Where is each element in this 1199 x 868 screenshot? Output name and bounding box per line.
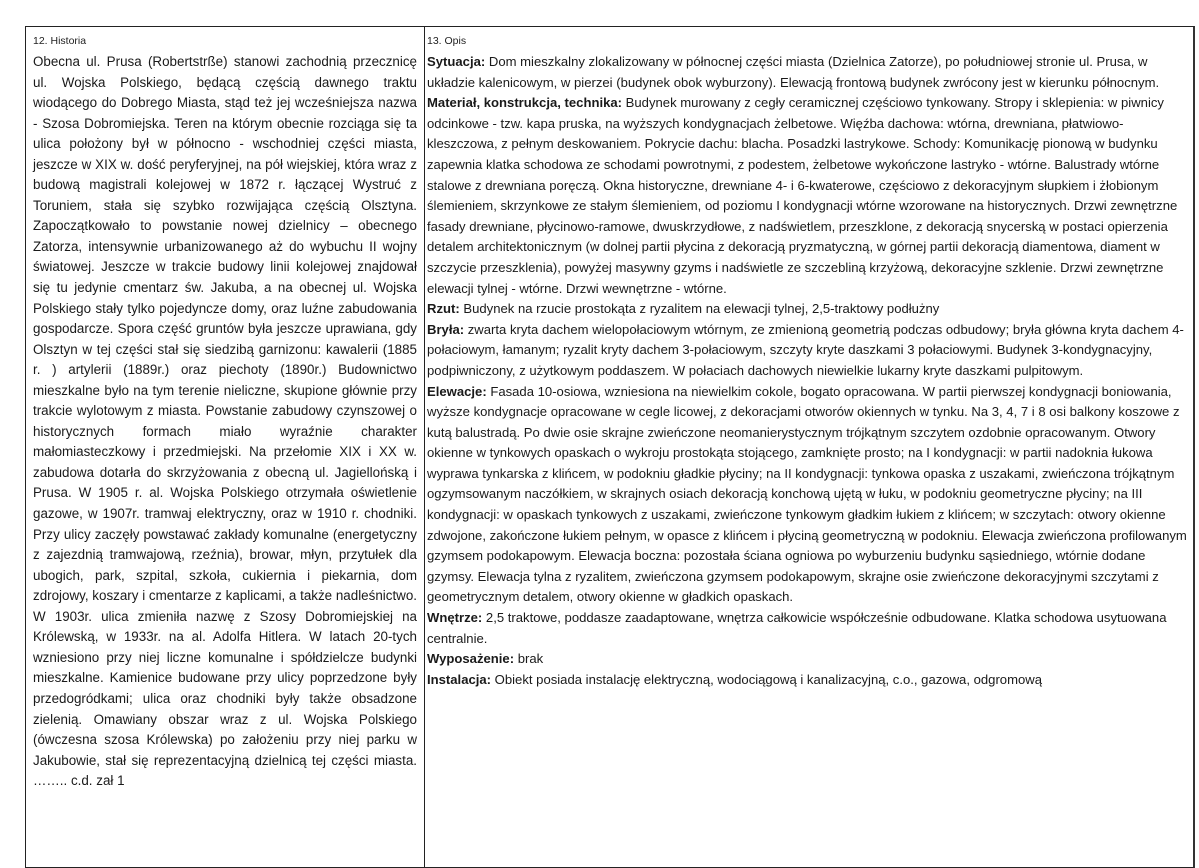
section-wyposazenie: [427, 649, 1190, 670]
section-wnetrze: [427, 608, 1190, 649]
section-sytuacja: [427, 52, 1190, 93]
section-label: Sytuacja:: [427, 54, 486, 69]
section-label: Wyposażenie:: [427, 651, 515, 667]
column-divider: [424, 26, 425, 867]
section-text: 2,5 traktowe, poddasze zaadaptowane, wnętrza całkowicie współcześnie odbudowane. Klatka schodowa usytuowana centralnie.: [427, 610, 1167, 646]
section-rzut: [427, 299, 1190, 320]
section-text: Budynek murowany z cegły ceramicznej częściowo tynkowany. Stropy i sklepienia: w piwnicy odcinkowe - tzw. kapa pruska, na wyższych kondygnacjach żelbetowe. Więźba dachowa: wtórna, drewniana, płatwiowo-kleszczowa, z pełnym deskowaniem. Pokrycie dachu: blacha. Posadzki lastrykowe. Schody: Komunikację pionową w budynku zapewnia klatka schodowa ze schodami powrotnymi, z podestem, żelbetowe wykończone lastryko - wtórne. Balustrady wtórne stalowe z drewniana poręczą. Okna historyczne, drewniane 4- i 6-kwaterowe, częściowo z dekoracyjnym słupkiem i żłobionym ślemieniem, skrzynkowe ze stałym ślemieniem, od poziomu I kondygnacji wtórne wzorowane na historycznych. Drzwi zewnętrzne fasady drewniane, płycinowo-ramowe, dwuskrzydłowe, z nadświetlem, przeszklone, z dekoracją snycerską w postaci opierzenia detalem architektonicznym (w dolnej partii płycina z dekoracją pryzmatyczną, w górnej partii dekoracją diamentowa, diament w szczycie przeszklenia), powyżej masywny gzyms i nadświetle ze szczebliną krzyżową, dekoracyjne szklenie. Drzwi zewnętrzne elewacji tylnej - wtórne. Drzwi wewnętrzne - wtórne.: [427, 95, 1178, 296]
section-elewacje: [427, 382, 1190, 609]
history-header: 12. Historia: [33, 35, 87, 47]
history-column: [33, 34, 417, 792]
section-label: Materiał, konstrukcja, technika:: [427, 95, 623, 111]
section-text: Budynek na rzucie prostokąta z ryzalitem na elewacji tylnej, 2,5-traktowy podłużny: [459, 301, 940, 317]
description-column: [427, 34, 1190, 690]
section-label: Elewacje:: [427, 383, 487, 399]
section-instalacja: [427, 670, 1190, 691]
history-text: Obecna ul. Prusa (Robertstrße) stanowi zachodnią przecznicę ul. Wojska Polskiego, będącą częścią dawnego traktu wiodącego do Dobrego Miasta, stąd też jej wcześniejsza nazwa - Szosa Dobromiejska. Teren na którym obecnie rozciąga się ta ulica położony był w północno - wschodniej części miasta, jeszcze w XIX w. dość peryferyjnej, na pół wiejskiej, która wraz z budową magistrali kolejowej w 1872 r. łączącej Wystruć z Toruniem, stała się szybko rozwijająca częścią Olsztyna. Zapoczątkowało to powstanie nowej dzielnicy – obecnego Zatorza, intensywnie urbanizowanego aż do wybuchu II wojny światowej. Jeszcze w trakcie budowy linii kolejowej znajdował się tu jedynie cmentarz św. Jakuba, a na obecnej ul. Wojska Polskiego stały tylko pojedyncze domy, oraz luźne zabudowania gospodarcze. Spora część gruntów była jeszcze uprawiana, gdy Olsztyn w tej części stał się siedzibą garnizonu: kawalerii (1885 r. ) artylerii (1889r.) oraz piechoty (1890r.) Budownictwo mieszkalne było na tym terenie nieliczne, skupione głównie przy trakcie wylotowym z miasta. Powstanie zabudowy czynszowej o historycznych formach miało wyraźnie charakter małomiasteczkowy i przedmiejski. Na przełomie XIX i XX w. zabudowa dotarła do skrzyżowania z obecną ul. Jagiellońską i Prusa. W 1905 r. al. Wojska Polskiego otrzymała oświetlenie gazowe, w 1907r. tramwaj elektryczny, oraz w 1910 r. chodniki. Przy ulicy zaczęły powstawać zakłady komunalne (energetyczny z zajezdnią tramwajową, rzeźnia), browar, młyn, przytułek dla ubogich, park, szpital, szkoła, cukiernia i piekarnia, dom zdrojowy, koszary i cmentarze z kaplicami, a także nadleśnictwo. W 1903r. ulica zmieniła nazwę z Szosy Dobromiejskiej na Królewską, w 1933r. na al. Adolfa Hitlera. W latach 20-tych wzniesiono przy niej liczne komunalne i spółdzielcze budynki mieszkalne. Kamienice budowane przy ulicy poprzedzone były przedogródkami; ulica oraz chodniki były także obsadzone zielenią. Omawiany obszar wraz z ul. Wojska Polskiego (ówczesna szosa Królewska) po założeniu przy niej parku w Jakubowie, stał się reprezentacyjną dzielnicą tej części miasta. …….. c.d. zał 1: [33, 54, 417, 789]
description-body: [427, 52, 1190, 690]
section-text: brak: [514, 651, 544, 667]
section-text: Dom mieszkalny zlokalizowany w północnej części miasta (Dzielnica Zatorze), po południowej stronie ul. Prusa, w układzie kalenicowym, w pierzei (budynek obok wyburzony). Elewacją frontową budynek zwrócony jest w kierunku północnym.: [427, 54, 1160, 90]
section-bryla: [427, 320, 1190, 382]
description-header: 13. Opis: [427, 35, 467, 47]
section-label: Wnętrze:: [427, 610, 483, 626]
section-text: Obiekt posiada instalację elektryczną, wodociągową i kanalizacyjną, c.o., gazowa, odgromową: [491, 671, 1043, 687]
section-label: Bryła:: [427, 321, 465, 337]
section-material: [427, 93, 1190, 299]
section-text: Fasada 10-osiowa, wzniesiona na niewielkim cokole, bogato opracowana. W partii pierwszej kondygnacji boniowania, wyższe kondygnacje opracowane w cegle licowej, z dekoracjami otworów okiennych w tynku. Na 3, 4, 7 i 8 osi balkony koszowe z kutą balustradą. Po dwie osie skrajne zwieńczone neomanierystycznym trójkątnym szczytem ozdobnie opracowanym. Otwory okienne w tynkowych opaskach o wykroju prostokąta stojącego, zamknięte prosto; na I kondygnacji: w partii nadoknia łukowa wyprawa tynkarska z klińcem, w podokniu gładkie płyciny; na II kondygnacji: tynkowa opaska z uszakami, zwieńczona trójkątnym ogzymsowanym naczółkiem, w skrajnych osiach dekoracją konchową ujętą w łuku, w podokniu geometryczne płyciny; na III kondygnacji: w opaskach tynkowych z uszakami, zwieńczone tynkowym gładkim łukiem z klińcem; w szczytach: otwory okienne zdwojone, zakończone łukiem pełnym, w opasce z klińcem i płyciną geometryczną w podokniu. Elewacja zwieńczona profilowanym gzymsem podokapowym. Elewacja boczna: pozostała ściana ogniowa po wyburzeniu budynku sąsiedniego, wtórnie dodane gzymsy. Elewacja tylna z ryzalitem, zwieńczona gzymsem podokapowym, skrajne osie zwieńczone dekoracyjnymi szczytami z geometrycznym detalem, otwory okienne w gładkich opaskach.: [427, 383, 1187, 605]
section-label: Instalacja:: [427, 671, 492, 687]
section-label: Rzut:: [427, 301, 460, 317]
section-text: zwarta kryta dachem wielopołaciowym wtórnym, ze zmienioną geometrią podczas odbudowy; bryła główna kryta dachem 4-połaciowym, łamanym; ryzalit kryty dachem 3-połaciowym, szczyty kryte daszkami 3 połaciowymi. Budynek 3-kondygnacyjny, podpiwniczony, z użytkowym poddaszem. W połaciach dachowych niewielkie lukarny kryte daszkami pulpitowym.: [427, 321, 1184, 378]
